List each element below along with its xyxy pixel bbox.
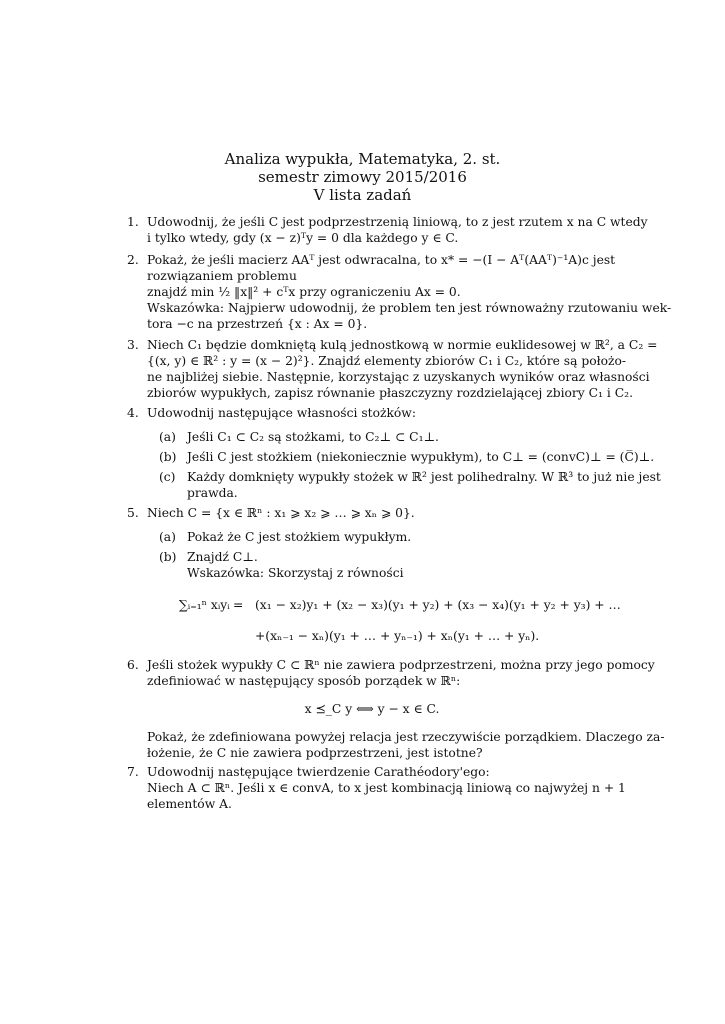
problem-text-line: Niech C₁ będzie domkniętą kulą jednostkową w normie euklidesowej w ℝ², a C₂ = <box>147 338 658 352</box>
problem-text-line: Jeśli stożek wypukły C ⊂ ℝⁿ nie zawiera podprzestrzeni, można przy jego pomocy <box>147 658 655 672</box>
subproblem-c <box>159 469 661 501</box>
course-title: Analiza wypukła, Matematyka, 2. st. <box>224 150 501 168</box>
subproblem-text: Każdy domknięty wypukły stożek w ℝ² jest polihedralny. W ℝ³ to już nie jest <box>187 470 661 484</box>
equation-lhs: ∑ᵢ₌₁ⁿ xᵢyᵢ <box>179 598 230 612</box>
problem-text-line: zbiorów wypukłych, zapisz równanie płaszczyzny rozdzielającej zbiory C₁ i C₂. <box>147 386 634 400</box>
problem-text-line: Niech A ⊂ ℝⁿ. Jeśli x ∈ convA, to x jest kombinacją liniową co najwyżej n + 1 <box>147 781 626 795</box>
subproblem-b <box>159 549 597 581</box>
subproblem-b <box>159 449 655 465</box>
problem-number: 5. <box>127 506 139 520</box>
problem-number: 7. <box>127 765 139 779</box>
hint-line: Wskazówka: Skorzystaj z równości <box>187 566 404 580</box>
problem-number: 6. <box>127 658 139 672</box>
summation-equation <box>127 597 621 643</box>
subproblem-label: (b) <box>159 550 177 564</box>
problem-text-line: elementów A. <box>147 797 232 811</box>
hint-line: Wskazówka: Najpierw udowodnij, że problem ten jest równoważny rzutowaniu wek- <box>147 301 672 315</box>
subproblem-text: Znajdź C⊥. <box>187 550 258 564</box>
problem-4 <box>127 405 661 501</box>
subproblem-label: (a) <box>159 430 176 444</box>
problem-number: 3. <box>127 338 139 352</box>
document-header <box>0 150 725 204</box>
problem-2 <box>127 252 672 332</box>
problem-intro: Udowodnij następujące własności stożków: <box>147 406 416 420</box>
problem-number: 4. <box>127 406 139 420</box>
problem-3 <box>127 337 658 401</box>
problem-1 <box>127 214 648 246</box>
subproblem-a <box>159 429 597 445</box>
problem-text-line: łożenie, że C nie zawiera podprzestrzeni, jest istotne? <box>147 746 483 760</box>
problem-text-line: Udowodnij następujące twierdzenie Carathéodory'ego: <box>147 765 490 779</box>
problem-text-line: i tylko wtedy, gdy (x − z)ᵀy = 0 dla każdego y ∈ C. <box>147 231 459 245</box>
semester-line: semestr zimowy 2015/2016 <box>258 168 467 186</box>
equation-equals: = <box>233 598 244 612</box>
problem-text-line: zdefiniować w następujący sposób porządek w ℝⁿ: <box>147 674 461 688</box>
problem-text-line: rozwiązaniem problemu <box>147 269 297 283</box>
subproblem-text: Jeśli C jest stożkiem (niekoniecznie wypukłym), to C⊥ = (convC)⊥ = (C̅)⊥. <box>187 450 655 464</box>
problem-text-line: ne najbliżej siebie. Następnie, korzystając z uzyskanych wyników oraz własności <box>147 370 650 384</box>
order-relation-display: x ⪯_C y ⟺ y − x ∈ C. <box>304 702 440 716</box>
subproblem-text: Pokaż że C jest stożkiem wypukłym. <box>187 530 412 544</box>
problem-text-line: {(x, y) ∈ ℝ² : y = (x − 2)²}. Znajdź elementy zbiorów C₁ i C₂, które są położo- <box>147 354 627 368</box>
problem-text-line: znajdź min ½ ‖x‖² + cᵀx przy ograniczeniu Ax = 0. <box>147 285 461 299</box>
subproblem-label: (b) <box>159 450 177 464</box>
problem-6 <box>127 657 665 761</box>
subproblem-a <box>159 529 597 545</box>
subproblem-label: (a) <box>159 530 176 544</box>
problem-5 <box>127 505 597 581</box>
problem-text-line: Udowodnij, że jeśli C jest podprzestrzenią liniową, to z jest rzutem x na C wtedy <box>147 215 648 229</box>
problem-text-line: Pokaż, że zdefiniowana powyżej relacja jest rzeczywiście porządkiem. Dlaczego za- <box>147 730 665 744</box>
subproblem-text: Jeśli C₁ ⊂ C₂ są stożkami, to C₂⊥ ⊂ C₁⊥. <box>187 430 439 444</box>
problem-intro: Niech C = {x ∈ ℝⁿ : x₁ ⩾ x₂ ⩾ … ⩾ xₙ ⩾ 0}. <box>147 506 415 520</box>
problem-text-line: Pokaż, że jeśli macierz AAᵀ jest odwracalna, to x* = −(I − Aᵀ(AAᵀ)⁻¹A)c jest <box>147 253 616 267</box>
problem-number: 1. <box>127 215 139 229</box>
equation-rhs-line2: +(xₙ₋₁ − xₙ)(y₁ + … + yₙ₋₁) + xₙ(y₁ + … + yₙ). <box>255 629 540 643</box>
hint-line: tora −c na przestrzeń {x : Ax = 0}. <box>147 317 368 331</box>
list-title: V lista zadań <box>313 186 412 204</box>
problem-number: 2. <box>127 253 139 267</box>
subproblem-label: (c) <box>159 470 176 484</box>
problem-7 <box>127 764 626 812</box>
equation-rhs-line1: (x₁ − x₂)y₁ + (x₂ − x₃)(y₁ + y₂) + (x₃ − x₄)(y₁ + y₂ + y₃) + … <box>255 598 621 612</box>
subproblem-text: prawda. <box>187 486 238 500</box>
